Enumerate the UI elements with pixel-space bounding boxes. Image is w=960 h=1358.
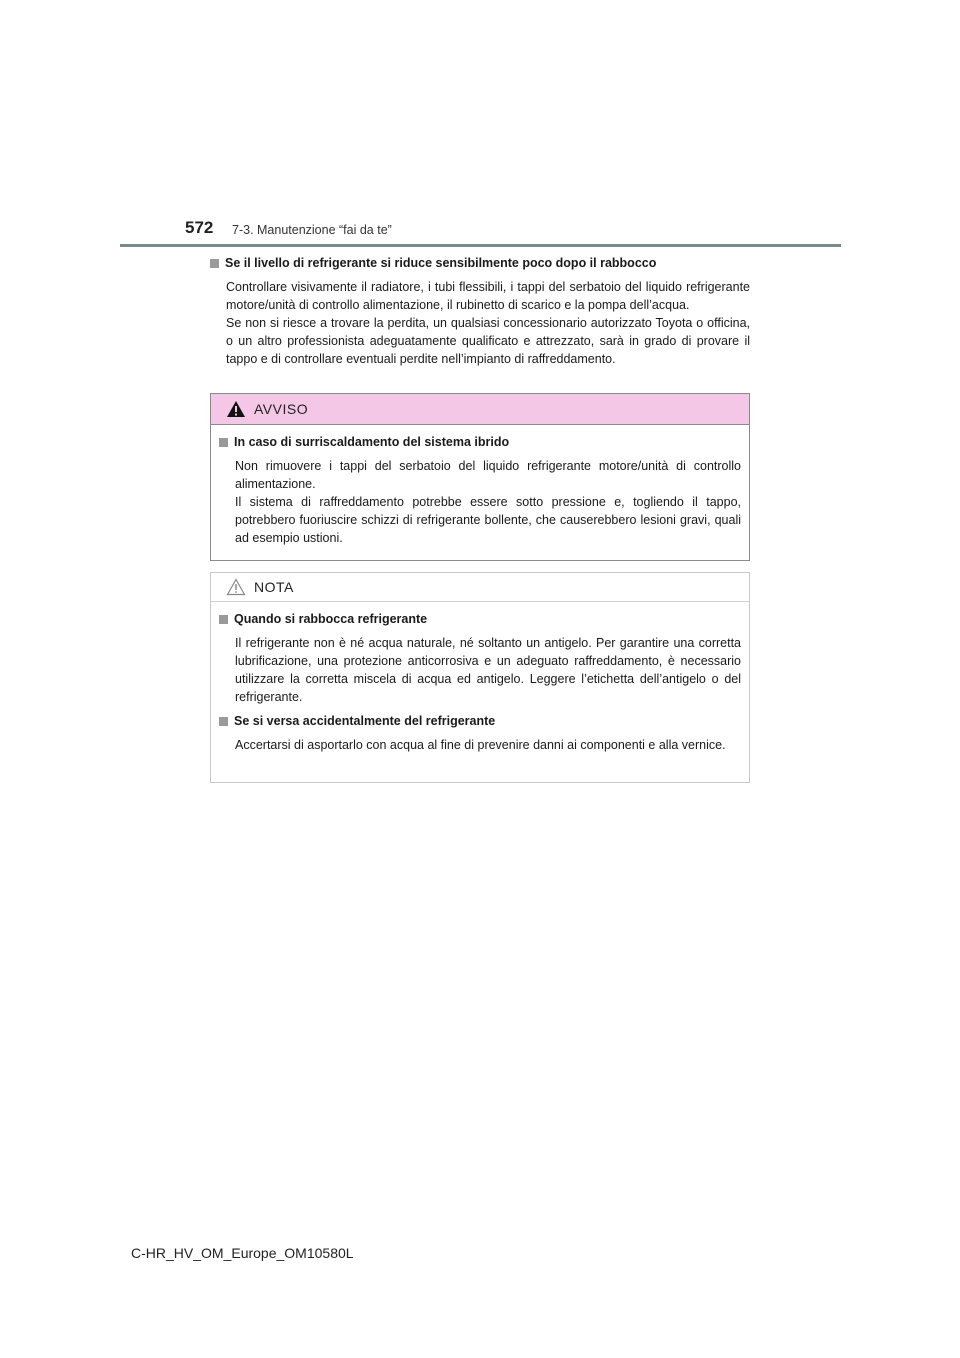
warning-paragraph-1: Non rimuovere i tappi del serbatoio del liquido refrigerante motore/unità di controllo alimentazione.	[235, 459, 741, 491]
notice-heading-text: Se si versa accidentalmente del refrigerante	[234, 714, 496, 728]
main-paragraph-2: Se non si riesce a trovare la perdita, un qualsiasi concessionario autorizzato Toyota o officina, o un altro professionista adeguatamente qualificato e attrezzato, sarà in grado di provare il tappo e di controllare eventuali perdite nell’impianto di raffreddamento.	[226, 316, 750, 366]
warning-title: AVVISO	[254, 401, 309, 417]
warning-triangle-icon	[226, 400, 246, 418]
notice-body	[211, 602, 749, 754]
main-body	[226, 278, 750, 368]
notice-item	[219, 714, 741, 754]
square-bullet-icon	[219, 615, 228, 624]
warning-box	[210, 393, 750, 561]
square-bullet-icon	[219, 717, 228, 726]
warning-heading	[219, 435, 741, 449]
main-heading-text: Se il livello di refrigerante si riduce sensibilmente poco dopo il rabbocco	[225, 256, 657, 270]
notice-heading	[219, 612, 741, 626]
notice-paragraph: Il refrigerante non è né acqua naturale, né soltanto un antigelo. Per garantire una corretta lubrificazione, una protezione anticorrosiva e un adeguato raffreddamento, è necessario utilizzare la corretta miscela di acqua ed antigelo. Leggere l’etichetta dell’antigelo o del refrigerante.	[235, 636, 741, 704]
notice-heading	[219, 714, 741, 728]
main-item	[210, 256, 750, 368]
notice-paragraph: Accertarsi di asportarlo con acqua al fine di prevenire danni ai componenti e alla vernice.	[235, 738, 726, 752]
document-id: C-HR_HV_OM_Europe_OM10580L	[131, 1245, 354, 1261]
header-divider	[120, 244, 841, 247]
section-title: 7-3. Manutenzione “fai da te”	[232, 223, 392, 237]
main-paragraph-1: Controllare visivamente il radiatore, i tubi flessibili, i tappi del serbatoio del liquido refrigerante motore/unità di controllo alimentazione, il rubinetto di scarico e la pompa dell’acqua.	[226, 280, 750, 312]
caution-outline-triangle-icon	[226, 578, 246, 596]
warning-text	[235, 457, 741, 547]
square-bullet-icon	[210, 259, 219, 268]
notice-title: NOTA	[254, 579, 294, 595]
notice-box	[210, 572, 750, 783]
notice-text	[235, 736, 741, 754]
notice-header	[211, 573, 749, 602]
warning-header	[211, 394, 749, 425]
warning-heading-text: In caso di surriscaldamento del sistema ibrido	[234, 435, 510, 449]
notice-text	[235, 634, 741, 706]
warning-item	[219, 435, 741, 547]
warning-body	[211, 425, 749, 547]
warning-paragraph-2: Il sistema di raffreddamento potrebbe essere sotto pressione e, togliendo il tappo, potrebbero fuoriuscire schizzi di refrigerante bollente, che causerebbero lesioni gravi, quali ad esempio ustioni.	[235, 495, 741, 545]
square-bullet-icon	[219, 438, 228, 447]
page-header	[0, 0, 960, 250]
notice-item	[219, 612, 741, 706]
page-number: 572	[185, 218, 214, 237]
main-section	[210, 250, 750, 368]
main-heading	[210, 256, 750, 270]
notice-heading-text: Quando si rabbocca refrigerante	[234, 612, 428, 626]
